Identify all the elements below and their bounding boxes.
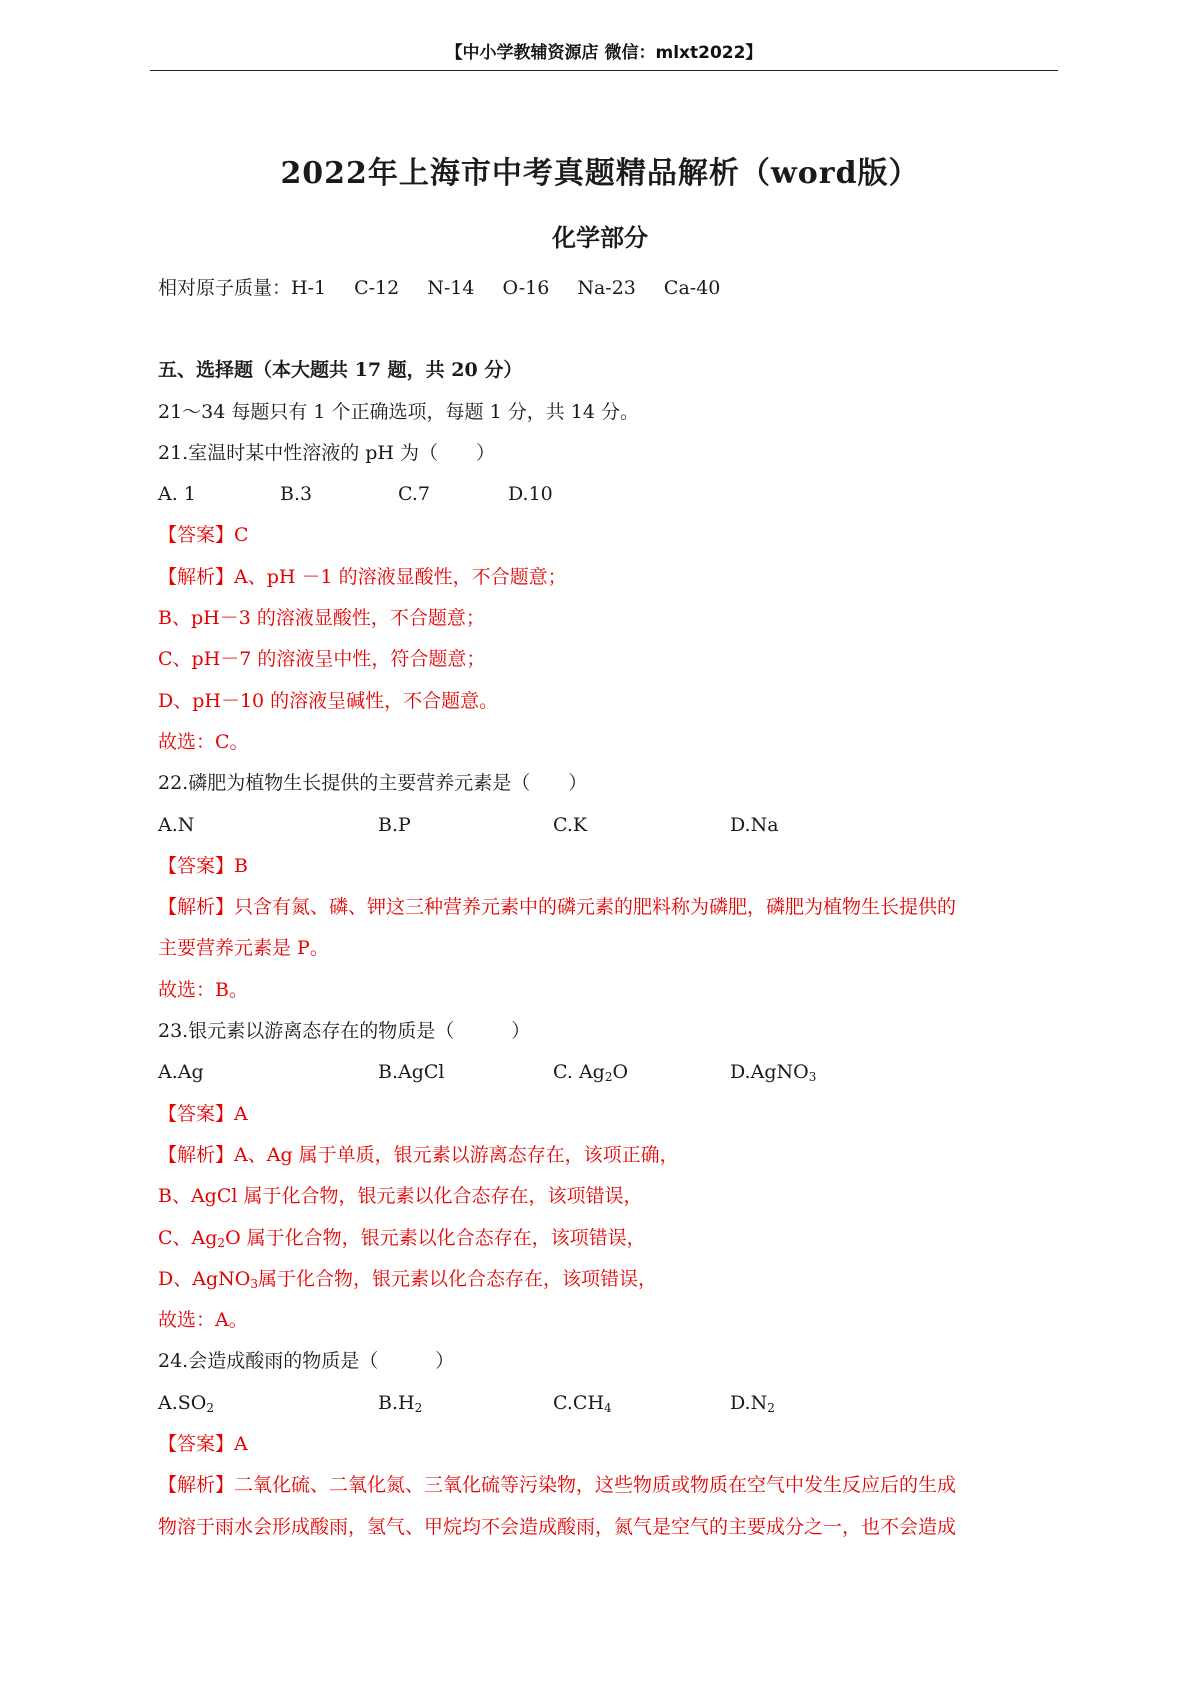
option-a: $A.SO_2$ [158,1391,214,1415]
option-a: A.N [158,813,195,836]
atomic-mass-item: C-12 [354,277,400,299]
question-23-analysis-line: D、AgNO$_3$属于化合物，银元素以化合态存在，该项错误， [158,1267,657,1291]
option-d: $D.N_2$ [730,1391,775,1415]
question-23-analysis-line: 故选：A。 [158,1309,248,1332]
option-c: C.K [553,813,588,836]
atomic-mass-item: Ca-40 [663,277,721,299]
atomic-mass-item: O-16 [502,277,550,299]
option-d: D.10 [508,483,553,506]
header-divider [150,70,1058,71]
question-23-analysis-line: C、$Ag_2O$ 属于化合物，银元素以化合态存在，该项错误， [158,1226,646,1250]
question-23-analysis-line: B、AgCl 属于化合物，银元素以化合态存在，该项错误， [158,1185,643,1208]
option-b: B.P [378,813,411,836]
question-23-answer: 【答案】A [158,1102,248,1125]
question-21-stem: 21.室温时某中性溶液的 pH 为（ ） [158,441,496,464]
question-21-answer: 【答案】C [158,524,249,547]
question-21-analysis-line: C、pH－7 的溶液呈中性，符合题意； [158,648,486,671]
option-c: $C.CH_4$ [553,1391,612,1415]
question-21-analysis-line: 故选：C。 [158,730,249,753]
document-body [158,268,1058,1548]
question-22-stem: 22.磷肥为植物生长提供的主要营养元素是（ ） [158,772,588,795]
option-d: D.AgNO$_3$ [730,1061,817,1085]
question-22-analysis-line: 故选：B。 [158,978,248,1001]
option-c: C.7 [398,483,430,506]
question-24-analysis-line: 物溶于雨水会形成酸雨，氢气、甲烷均不会造成酸雨，氮气是空气的主要成分之一，也不会造成 [158,1515,957,1538]
question-24-analysis-line: 【解析】二氧化硫、二氧化氮、三氧化硫等污染物，这些物质或物质在空气中发生反应后的生成 [158,1474,957,1497]
option-a: A. 1 [158,483,196,506]
question-23-stem: 23.银元素以游离态存在的物质是（ ） [158,1020,531,1043]
question-22-analysis-line: 主要营养元素是 P。 [158,937,329,960]
atomic-mass-item: Na-23 [577,277,636,299]
option-d: D.Na [730,813,779,836]
question-24-options [158,1383,1058,1424]
question-23-options [158,1052,1058,1093]
question-23-analysis-line: 【解析】A、Ag 属于单质，银元素以游离态存在，该项正确， [158,1143,679,1166]
page-title: 2022年上海市中考真题精品解析（word版） [280,156,920,191]
question-21-options [158,474,1058,515]
question-22-answer: 【答案】B [158,854,248,877]
page-header: 【中小学教辅资源店 微信：mlxt2022】 [445,43,763,63]
option-b: B.3 [280,483,313,506]
section-instruction: 21～34 每题只有 1 个正确选项，每题 1 分，共 14 分。 [158,400,639,423]
atomic-masses-label: 相对原子质量： [158,277,292,299]
section-heading: 五、选择题（本大题共 17 题，共 20 分） [158,359,523,382]
question-22-options [158,805,1058,846]
question-22-analysis-line: 【解析】只含有氮、磷、钾这三种营养元素中的磷元素的肥料称为磷肥，磷肥为植物生长提供的 [158,896,957,919]
page-subtitle: 化学部分 [552,223,648,252]
question-21-analysis-line: 【解析】A、pH －1 的溶液显酸性，不合题意； [158,565,567,588]
atomic-mass-item: H-1 [291,277,327,299]
question-24-answer: 【答案】A [158,1433,248,1456]
option-a: A.Ag [158,1061,204,1084]
question-21-analysis-line: B、pH－3 的溶液显酸性，不合题意； [158,607,485,630]
option-c: C. $Ag_2O$ [553,1061,629,1085]
option-b: B.AgCl [378,1061,445,1084]
question-24-stem: 24.会造成酸雨的物质是（ ） [158,1350,455,1373]
option-b: $B.H_2$ [378,1391,423,1415]
question-21-analysis-line: D、pH－10 的溶液呈碱性，不合题意。 [158,689,499,712]
atomic-masses [158,268,1058,309]
atomic-mass-item: N-14 [427,277,475,299]
